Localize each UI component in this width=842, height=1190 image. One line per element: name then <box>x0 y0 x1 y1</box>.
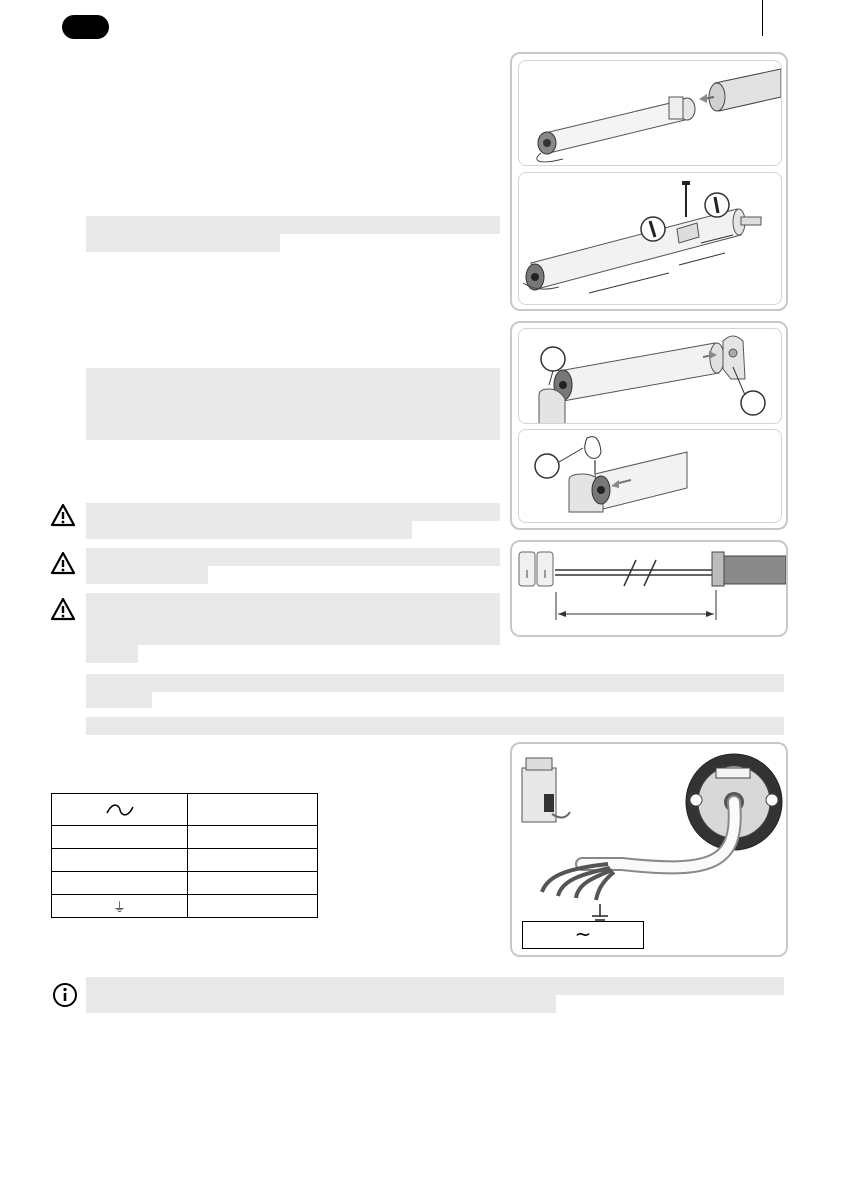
table-cell-ac-symbol <box>52 794 188 826</box>
table-cell <box>188 895 318 918</box>
text-block-warning-2 <box>86 548 500 566</box>
table-row <box>52 794 318 826</box>
ac-sine-label: ~ <box>574 922 592 946</box>
table-cell <box>188 872 318 895</box>
text-block-warning-3b <box>86 645 138 663</box>
warning-icon <box>50 551 76 575</box>
clip-motor-head-illustration <box>519 430 782 523</box>
table-cell-earth: ⏚ <box>52 895 188 918</box>
figure-insert-motor-into-tube <box>518 60 782 166</box>
figure-panel-cable <box>510 540 788 637</box>
table-cell <box>52 849 188 872</box>
warning-icon <box>50 597 76 621</box>
wiring-label-box <box>522 921 644 949</box>
table-cell <box>188 849 318 872</box>
text-block-warning-1b <box>86 521 412 539</box>
table-row <box>52 826 318 849</box>
figure-clip-motor-head <box>518 429 782 523</box>
table-cell <box>52 872 188 895</box>
language-tab <box>62 15 109 39</box>
figure-mount-brackets <box>518 328 782 424</box>
text-block-note-1 <box>86 216 500 234</box>
fix-tube-illustration <box>519 173 782 305</box>
figure-panel-tube-assembly <box>510 52 788 311</box>
mount-brackets-illustration <box>519 329 782 424</box>
text-block-wide-1b <box>86 692 152 708</box>
table-row <box>52 849 318 872</box>
page-divider-line <box>762 0 763 36</box>
text-block-warning-1 <box>86 503 500 521</box>
text-block-info <box>86 977 784 995</box>
text-block-info-b <box>86 995 556 1013</box>
wiring-table <box>51 793 318 918</box>
text-block-note-1b <box>86 234 280 252</box>
figure-fix-tube-screws <box>518 172 782 305</box>
info-icon <box>52 982 78 1008</box>
table-cell <box>188 826 318 849</box>
text-block-wide-2 <box>86 717 784 735</box>
motor-into-tube-illustration <box>519 61 782 166</box>
warning-icon <box>50 503 76 527</box>
text-block-note-2 <box>86 368 500 440</box>
cable-length-illustration <box>512 542 786 635</box>
text-block-wide-1 <box>86 674 784 692</box>
figure-panel-brackets <box>510 321 788 530</box>
text-block-warning-2b <box>86 566 208 584</box>
table-row <box>52 895 318 918</box>
table-cell <box>52 826 188 849</box>
text-block-warning-3 <box>86 593 500 645</box>
ac-sine-icon <box>105 803 135 817</box>
figure-panel-wiring <box>510 742 788 957</box>
table-row <box>52 872 318 895</box>
table-cell <box>188 794 318 826</box>
